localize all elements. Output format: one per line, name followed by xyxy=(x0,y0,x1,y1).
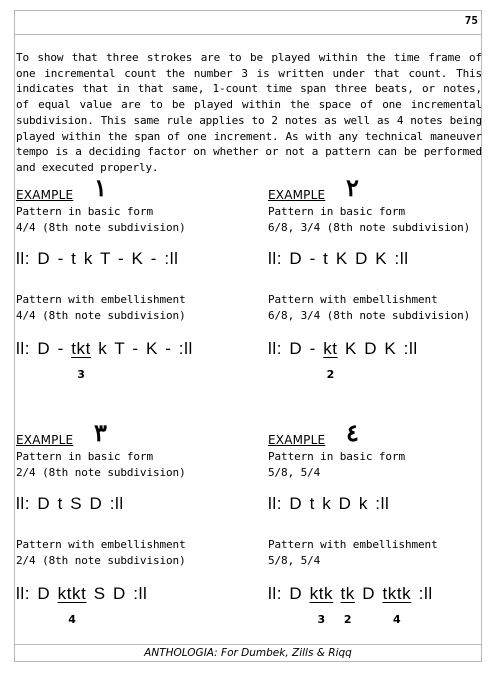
basic-form-title: Pattern in basic form xyxy=(16,450,153,463)
example-heading xyxy=(268,418,496,449)
example-number: ٣ xyxy=(94,418,107,447)
basic-form-title: Pattern in basic form xyxy=(16,205,153,218)
pattern-segment: k T - K - :ll xyxy=(90,339,193,358)
embellishment-title: Pattern with embellishment xyxy=(268,538,438,551)
example-number: ٢ xyxy=(346,173,359,202)
embellishment-meter: 6/8, 3/4 (8th note subdivision) xyxy=(268,309,471,322)
pattern-segment: K D K :ll xyxy=(337,339,418,358)
subdivision-count: 2 xyxy=(343,613,352,626)
example-label: EXAMPLE xyxy=(16,188,74,202)
example-2 xyxy=(268,173,496,381)
embellished-note-group: tkt 3 xyxy=(71,339,91,359)
pattern-segment: D xyxy=(354,584,383,603)
basic-pattern: ll: D - t k T - K - :ll xyxy=(16,249,179,268)
example-heading xyxy=(16,418,246,449)
embellished-pattern xyxy=(268,339,496,381)
footer-rule xyxy=(14,644,482,645)
example-4 xyxy=(268,418,496,626)
subdivision-count: 4 xyxy=(393,613,401,626)
pattern-segment xyxy=(333,584,340,604)
example-number: ١ xyxy=(94,173,107,202)
header-rule xyxy=(14,34,482,35)
example-3 xyxy=(16,418,246,626)
embellished-note-group: kt 2 xyxy=(323,339,337,359)
pattern-segment: :ll xyxy=(411,584,433,603)
embellished-pattern xyxy=(16,339,246,381)
footer-title: ANTHOLOGIA: For Dumbek, Zills & Riqq xyxy=(144,647,352,659)
embellishment-meter: 2/4 (8th note subdivision) xyxy=(16,554,186,567)
basic-pattern: ll: D - t K D K :ll xyxy=(268,249,409,268)
embellished-pattern xyxy=(16,584,246,626)
page-number: 75 xyxy=(464,14,478,27)
basic-form-meter: 2/4 (8th note subdivision) xyxy=(16,466,186,479)
embellished-note-group: ktk 3 xyxy=(310,584,334,604)
embellishment-meter: 4/4 (8th note subdivision) xyxy=(16,309,186,322)
embellishment-meter: 5/8, 5/4 xyxy=(268,554,321,567)
embellished-pattern xyxy=(268,584,496,626)
example-heading xyxy=(16,173,246,204)
example-label: EXAMPLE xyxy=(16,433,74,447)
basic-pattern: ll: D t k D k :ll xyxy=(268,494,390,513)
pattern-segment: ll: D xyxy=(16,584,58,603)
intro-paragraph: To show that three strokes are to be played within the time frame of one incremental count the number 3 is written under that count. This indicates that in that same, 1-count time span three beats, or notes, of equal value are to be played within the space of one incremental subdivision. This same rule applies to 2 notes as well as 4 notes being played within the span of one increment. As with any technical maneuver tempo is a deciding factor on whether or not a pattern can be performed and executed properly. xyxy=(16,51,482,174)
pattern-segment: ll: D - xyxy=(16,339,72,358)
example-number: ٤ xyxy=(346,418,359,447)
embellishment-title: Pattern with embellishment xyxy=(268,293,438,306)
basic-form-title: Pattern in basic form xyxy=(268,450,405,463)
basic-form-meter: 6/8, 3/4 (8th note subdivision) xyxy=(268,221,471,234)
basic-pattern: ll: D t S D :ll xyxy=(16,494,124,513)
pattern-segment: S D :ll xyxy=(86,584,148,603)
basic-form-title: Pattern in basic form xyxy=(268,205,405,218)
pattern-segment: ll: D - xyxy=(268,339,324,358)
embellished-note-group: tktk 4 xyxy=(382,584,411,604)
basic-form-meter: 5/8, 5/4 xyxy=(268,466,321,479)
pattern-segment: ll: D xyxy=(268,584,310,603)
subdivision-count: 3 xyxy=(317,613,326,626)
example-label: EXAMPLE xyxy=(268,188,326,202)
subdivision-count: 3 xyxy=(77,368,85,381)
embellishment-title: Pattern with embellishment xyxy=(16,538,186,551)
embellished-note-group: tk 2 xyxy=(340,584,354,604)
embellished-note-group: ktkt 4 xyxy=(58,584,87,604)
basic-form-meter: 4/4 (8th note subdivision) xyxy=(16,221,186,234)
example-heading xyxy=(268,173,496,204)
example-label: EXAMPLE xyxy=(268,433,326,447)
embellishment-title: Pattern with embellishment xyxy=(16,293,186,306)
subdivision-count: 4 xyxy=(68,613,76,626)
subdivision-count: 2 xyxy=(326,368,335,381)
example-1 xyxy=(16,173,246,381)
